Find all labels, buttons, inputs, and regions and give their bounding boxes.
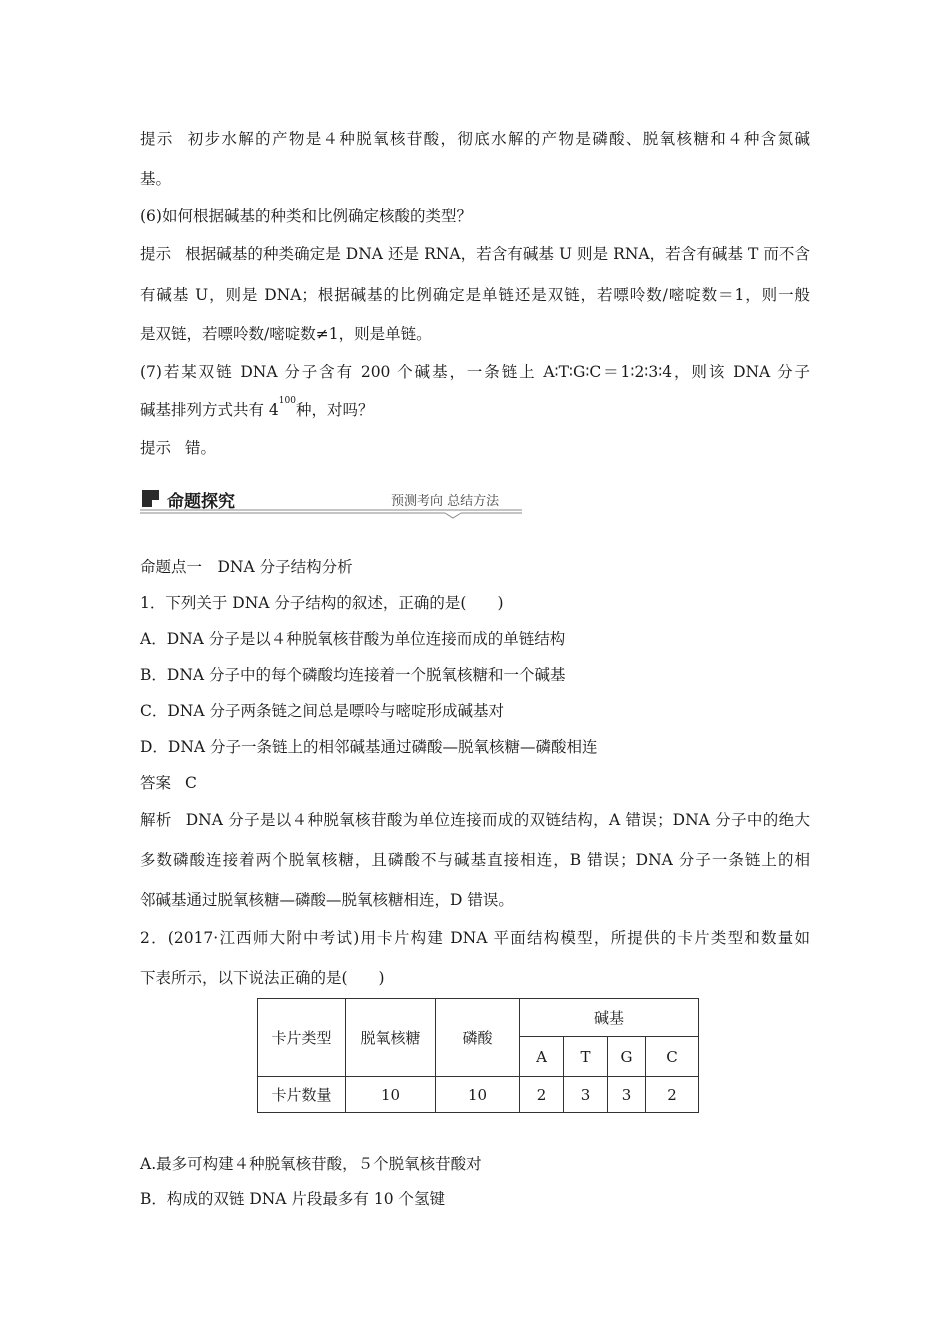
answer-value: C	[185, 774, 197, 792]
question-1-analysis-line-2: 多数磷酸连接着两个脱氧核糖，且磷酸不与碱基直接相连，B 错误；DNA 分子一条链上的相	[140, 851, 810, 869]
question-6: (6)如何根据碱基的种类和比例确定核酸的类型？	[140, 207, 472, 225]
question-7-line-1: (7)若某双链 DNA 分子含有 200 个碱基，一条链上 A∶T∶G∶C＝1∶2∶3∶4，则该 DNA 分子	[140, 363, 810, 381]
table-cell-deoxyribose-count: 10	[346, 1077, 436, 1113]
hint-3: 提示 错。	[140, 439, 217, 457]
table-cell-a-count: 2	[520, 1077, 564, 1113]
hint-1-line-2: 基。	[140, 170, 172, 188]
table-cell-g-count: 3	[608, 1077, 646, 1113]
proposition-point-title: 命题点一 DNA 分子结构分析	[140, 558, 353, 576]
question-1-analysis-line-3: 邻碱基通过脱氧核糖—磷酸—脱氧核糖相连，D 错误。	[140, 891, 514, 909]
hint-label: 提示	[140, 130, 174, 148]
question-1-option-a: A．DNA 分子是以４种脱氧核苷酸为单位连接而成的单链结构	[140, 630, 566, 648]
section-underline	[140, 506, 522, 520]
question-2-line-1: 2．(2017·江西师大附中考试)用卡片构建 DNA 平面结构模型，所提供的卡片类型和数量如	[140, 929, 810, 947]
table-header-base-g: G	[608, 1037, 646, 1077]
table-header-card-type: 卡片类型	[258, 999, 346, 1077]
question-2-option-a: A.最多可构建４种脱氧核苷酸，５个脱氧核苷酸对	[140, 1155, 482, 1173]
question-1-option-b: B．DNA 分子中的每个磷酸均连接着一个脱氧核糖和一个碱基	[140, 666, 566, 684]
question-1-analysis-line-1: 解析 DNA 分子是以４种脱氧核苷酸为单位连接而成的双链结构，A 错误；DNA 分子中的绝大	[140, 811, 810, 829]
analysis-label: 解析	[140, 811, 172, 829]
question-2-option-b: B．构成的双链 DNA 片段最多有 10 个氢键	[140, 1190, 446, 1208]
question-7-line-2: 碱基排列方式共有 $4^{100}$种，对吗？	[140, 396, 374, 419]
question-1-option-c: C．DNA 分子两条链之间总是嘌呤与嘧啶形成碱基对	[140, 702, 504, 720]
answer-label: 答案	[140, 774, 172, 792]
table-header-base: 碱基	[520, 999, 699, 1037]
table-header-deoxyribose: 脱氧核糖	[346, 999, 436, 1077]
hint-label: 提示	[140, 439, 172, 457]
hint-label: 提示	[140, 245, 172, 263]
table-header-base-t: T	[564, 1037, 608, 1077]
section-title: 命题探究	[167, 492, 235, 512]
section-subtitle: 预测考向 总结方法	[391, 494, 500, 509]
table-header-phosphate: 磷酸	[436, 999, 520, 1077]
hint-2-line-1: 提示 根据碱基的种类确定是 DNA 还是 RNA，若含有碱基 U 则是 RNA，若含有碱基 T 而不含	[140, 245, 810, 263]
table-cell-t-count: 3	[564, 1077, 608, 1113]
hint-2-line-3: 是双链，若嘌呤数/嘧啶数≠1，则是单链。	[140, 325, 432, 343]
hint-1-line-1: 提示 初步水解的产物是４种脱氧核苷酸，彻底水解的产物是磷酸、脱氧核糖和４种含氮碱	[140, 130, 810, 148]
question-2-line-2: 下表所示，以下说法正确的是( )	[140, 969, 385, 987]
question-1-stem: 1．下列关于 DNA 分子结构的叙述，正确的是( )	[140, 594, 504, 612]
hint-2-line-2: 有碱基 U，则是 DNA；根据碱基的比例确定是单链还是双链，若嘌呤数/嘧啶数＝1，则一般	[140, 286, 810, 304]
table-row-header-count: 卡片数量	[258, 1077, 346, 1113]
card-table	[257, 998, 699, 1113]
section-header	[140, 486, 522, 520]
question-1-answer	[140, 771, 197, 793]
table-header-base-a: A	[520, 1037, 564, 1077]
section-square-icon	[142, 490, 159, 507]
table-header-base-c: C	[646, 1037, 699, 1077]
question-1-option-d: D．DNA 分子一条链上的相邻碱基通过磷酸—脱氧核糖—磷酸相连	[140, 738, 598, 756]
table-cell-phosphate-count: 10	[436, 1077, 520, 1113]
table-cell-c-count: 2	[646, 1077, 699, 1113]
